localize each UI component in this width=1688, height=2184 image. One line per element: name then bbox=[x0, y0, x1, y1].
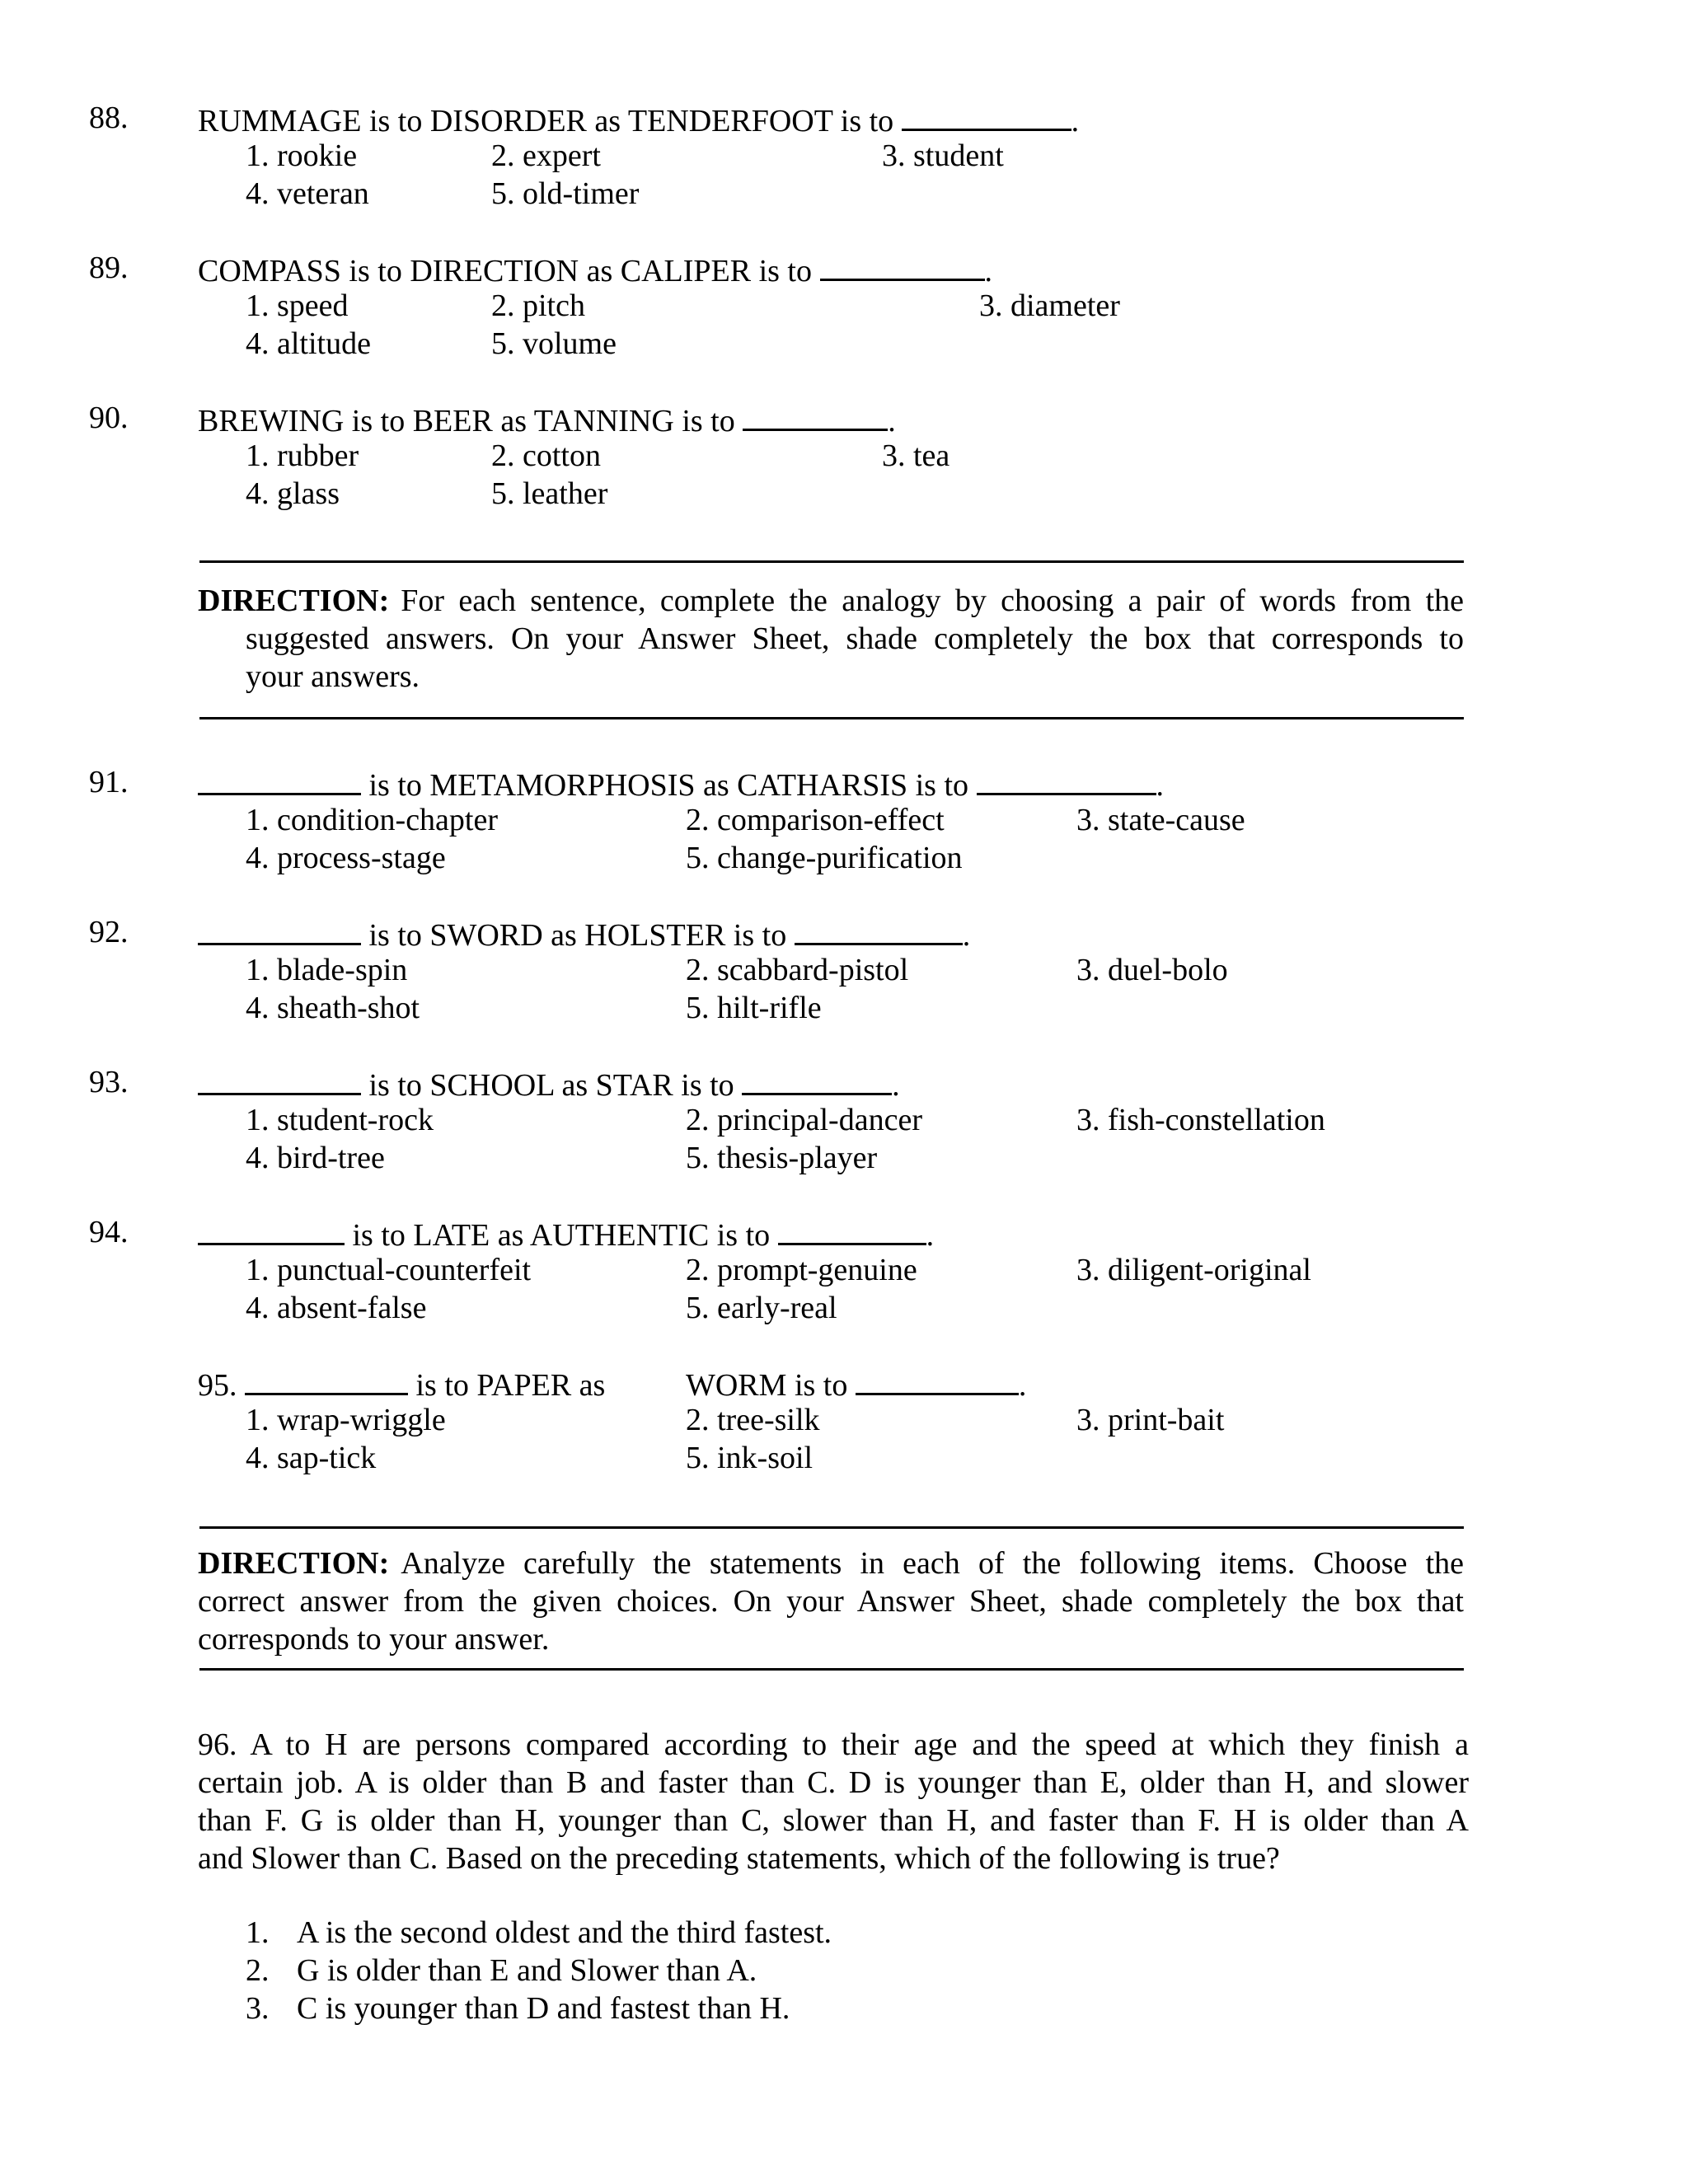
stem-end: . bbox=[1156, 768, 1165, 803]
question-text-line: certain job. A is older than B and faster than C. D is younger than E, older than H, and slower bbox=[198, 1765, 1469, 1800]
option-number: 2. bbox=[246, 1953, 270, 1988]
answer-blank bbox=[820, 249, 985, 281]
direction-text: corresponds to your answer. bbox=[198, 1622, 550, 1657]
stem-text: is to SCHOOL as STAR is to bbox=[368, 1068, 734, 1103]
question-stem bbox=[198, 1063, 900, 1104]
answer-blank bbox=[743, 399, 888, 431]
choice: 1. punctual-counterfeit bbox=[246, 1253, 532, 1287]
choice: 5. ink-soil bbox=[686, 1441, 814, 1475]
choice: 1. wrap-wriggle bbox=[246, 1403, 446, 1437]
stem-text: RUMMAGE is to DISORDER as TENDERFOOT is to bbox=[198, 104, 894, 138]
question-stem-continued bbox=[686, 1363, 1026, 1404]
answer-blank bbox=[856, 1363, 1019, 1395]
direction-line bbox=[198, 1544, 1464, 1582]
question-number: 90. bbox=[89, 401, 129, 435]
choice: 5. thesis-player bbox=[686, 1141, 878, 1175]
choice: 5. change-purification bbox=[686, 841, 963, 875]
choice: 5. hilt-rifle bbox=[686, 991, 822, 1025]
option-text: C is younger than D and fastest than H. bbox=[297, 1991, 790, 2026]
divider bbox=[199, 717, 1464, 719]
question-text-line: than F. G is older than H, younger than C, slower than H, and faster than F. H is older than A bbox=[198, 1803, 1469, 1838]
answer-blank bbox=[902, 99, 1071, 131]
stem-end: . bbox=[892, 1068, 900, 1103]
direction-line bbox=[198, 582, 1464, 620]
choice: 3. duel-bolo bbox=[1076, 953, 1228, 987]
question-stem bbox=[198, 1213, 934, 1254]
direction-block bbox=[198, 582, 1464, 696]
question-number: 88. bbox=[89, 101, 129, 135]
stem-end: . bbox=[962, 918, 971, 953]
answer-blank bbox=[198, 1213, 345, 1245]
choice: 2. expert bbox=[491, 138, 601, 173]
question-96-stem bbox=[198, 1726, 1469, 1877]
question-stem bbox=[198, 1363, 605, 1404]
answer-blank bbox=[795, 913, 963, 945]
stem-end: . bbox=[926, 1218, 935, 1253]
question-text-line: and Slower than C. Based on the preceding statements, which of the following is true? bbox=[198, 1841, 1280, 1876]
choice: 2. comparison-effect bbox=[686, 803, 945, 837]
direction-text: correct answer from the given choices. On your Answer Sheet, shade completely the box that bbox=[198, 1584, 1464, 1619]
choice: 3. fish-constellation bbox=[1076, 1103, 1325, 1137]
option-number: 3. bbox=[246, 1991, 270, 2026]
question-stem bbox=[198, 249, 992, 290]
choice: 3. student bbox=[882, 138, 1004, 173]
choice: 4. process-stage bbox=[246, 841, 446, 875]
question-text-line: 96. A to H are persons compared according to their age and the speed at which they finish a bbox=[198, 1727, 1469, 1762]
choice: 5. leather bbox=[491, 476, 608, 511]
stem-end: . bbox=[1071, 104, 1080, 138]
stem-text: is to LATE as AUTHENTIC is to bbox=[352, 1218, 771, 1253]
stem-text: is to SWORD as HOLSTER is to bbox=[368, 918, 787, 953]
question-number: 89. bbox=[89, 251, 129, 285]
question-stem bbox=[198, 913, 970, 954]
choice: 3. diameter bbox=[979, 288, 1120, 323]
options-list bbox=[246, 1914, 832, 2027]
choice: 1. rookie bbox=[246, 138, 358, 173]
option-number: 1. bbox=[246, 1915, 270, 1950]
option-text: G is older than E and Slower than A. bbox=[297, 1953, 757, 1988]
question-number: 91. bbox=[89, 765, 129, 799]
choice: 1. condition-chapter bbox=[246, 803, 499, 837]
choice: 2. scabbard-pistol bbox=[686, 953, 909, 987]
choice: 3. print-bait bbox=[1076, 1403, 1225, 1437]
choice: 2. prompt-genuine bbox=[686, 1253, 917, 1287]
stem-text: is to METAMORPHOSIS as CATHARSIS is to bbox=[368, 768, 969, 803]
divider bbox=[199, 1668, 1464, 1671]
answer-blank bbox=[198, 1063, 361, 1095]
stem-end: . bbox=[984, 254, 992, 288]
direction-label: DIRECTION: bbox=[198, 1546, 390, 1581]
choice: 2. tree-silk bbox=[686, 1403, 820, 1437]
direction-text: For each sentence, complete the analogy by choosing a pair of words from the bbox=[401, 583, 1464, 618]
choice: 4. absent-false bbox=[246, 1291, 427, 1325]
choice: 5. early-real bbox=[686, 1291, 837, 1325]
divider bbox=[199, 560, 1464, 563]
option-item bbox=[246, 1952, 832, 1990]
choice: 4. glass bbox=[246, 476, 340, 511]
question-number: 92. bbox=[89, 915, 129, 949]
choice: 1. student-rock bbox=[246, 1103, 434, 1137]
question-stem bbox=[198, 399, 896, 440]
choice: 4. sheath-shot bbox=[246, 991, 420, 1025]
stem-text: COMPASS is to DIRECTION as CALIPER is to bbox=[198, 254, 812, 288]
option-item bbox=[246, 1914, 832, 1952]
answer-blank bbox=[977, 763, 1156, 795]
choice: 1. rubber bbox=[246, 438, 359, 473]
choice: 4. bird-tree bbox=[246, 1141, 385, 1175]
choice: 4. altitude bbox=[246, 326, 371, 361]
choice: 4. sap-tick bbox=[246, 1441, 377, 1475]
choice: 5. old-timer bbox=[491, 176, 640, 211]
direction-text: Analyze carefully the statements in each of the following items. Choose the bbox=[401, 1546, 1464, 1581]
question-number: 93. bbox=[89, 1065, 129, 1099]
option-item bbox=[246, 1990, 832, 2027]
stem-end: . bbox=[888, 404, 896, 438]
question-number: 94. bbox=[89, 1215, 129, 1249]
choice: 1. blade-spin bbox=[246, 953, 408, 987]
stem-text: is to PAPER as bbox=[415, 1368, 606, 1403]
direction-block bbox=[198, 1544, 1464, 1658]
divider bbox=[199, 1526, 1464, 1529]
direction-label: DIRECTION: bbox=[198, 583, 390, 618]
choice: 2. cotton bbox=[491, 438, 601, 473]
direction-text: your answers. bbox=[246, 659, 420, 694]
choice: 4. veteran bbox=[246, 176, 369, 211]
choice: 5. volume bbox=[491, 326, 617, 361]
question-number: 95. bbox=[198, 1368, 237, 1403]
stem-end: . bbox=[1018, 1368, 1027, 1403]
answer-blank bbox=[245, 1363, 408, 1395]
stem-text: BREWING is to BEER as TANNING is to bbox=[198, 404, 735, 438]
choice: 3. state-cause bbox=[1076, 803, 1245, 837]
question-stem bbox=[198, 763, 1164, 804]
choice: 1. speed bbox=[246, 288, 349, 323]
option-text: A is the second oldest and the third fastest. bbox=[297, 1915, 832, 1950]
answer-blank bbox=[778, 1213, 926, 1245]
question-stem bbox=[198, 99, 1079, 140]
choice: 2. principal-dancer bbox=[686, 1103, 922, 1137]
choice: 3. diligent-original bbox=[1076, 1253, 1311, 1287]
answer-blank bbox=[198, 763, 361, 795]
answer-blank bbox=[742, 1063, 892, 1095]
stem-text: WORM is to bbox=[686, 1368, 848, 1403]
direction-text: suggested answers. On your Answer Sheet, shade completely the box that corresponds to bbox=[246, 621, 1464, 656]
choice: 2. pitch bbox=[491, 288, 585, 323]
answer-blank bbox=[198, 913, 361, 945]
choice: 3. tea bbox=[882, 438, 950, 473]
